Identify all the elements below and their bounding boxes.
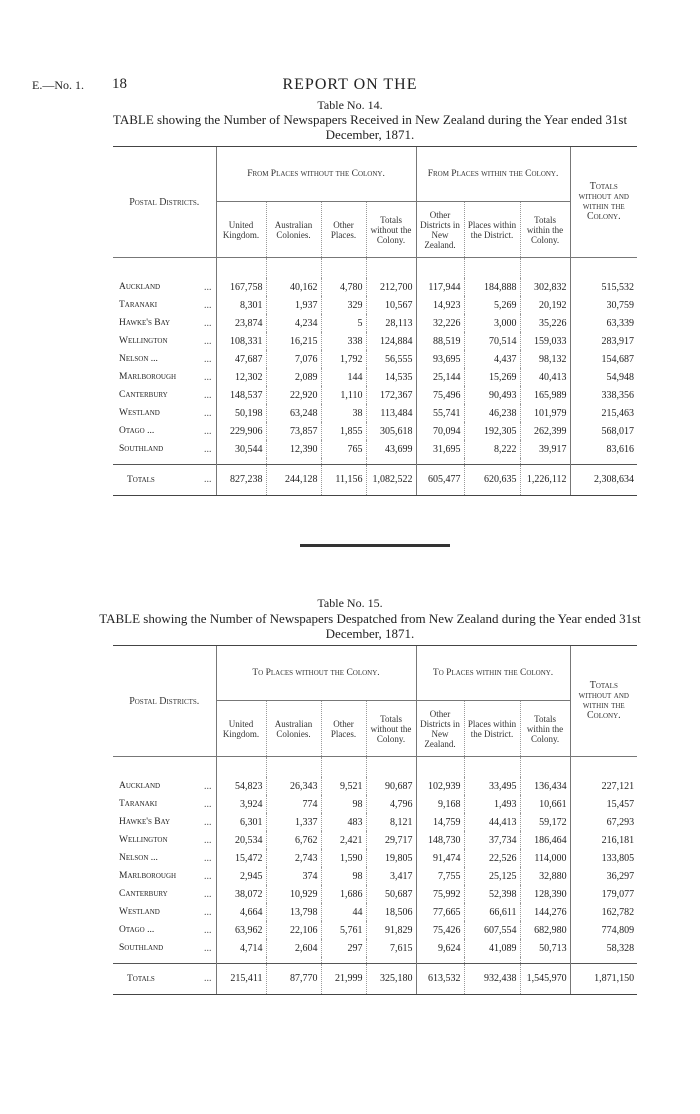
cell-value: 167,758 xyxy=(216,278,266,296)
leader-dots: ... xyxy=(196,963,216,994)
cell-value: 114,000 xyxy=(520,849,570,867)
district-name: Hawke's Bay xyxy=(119,817,171,827)
table-row xyxy=(113,350,637,368)
leader-dots: ... xyxy=(204,870,212,882)
cell-value: 98 xyxy=(321,867,366,885)
cell-value: 52,398 xyxy=(464,885,520,903)
cell-value: 159,033 xyxy=(520,332,570,350)
section-divider xyxy=(300,544,450,547)
col-australian-colonies: Australian Colonies. xyxy=(266,202,321,258)
cell-value: 22,920 xyxy=(266,386,321,404)
postal-districts-header: Postal Districts. xyxy=(129,196,200,208)
cell-value: 136,434 xyxy=(520,777,570,795)
cell-value: 31,695 xyxy=(416,440,464,458)
cell-value: 1,545,970 xyxy=(520,963,570,994)
cell-value: 305,618 xyxy=(366,422,416,440)
district-name: Wellington xyxy=(119,336,168,346)
cell-value: 8,222 xyxy=(464,440,520,458)
cell-value: 1,937 xyxy=(266,296,321,314)
leader-dots: ... xyxy=(204,281,212,293)
district-name: Hawke's Bay xyxy=(119,318,171,328)
table-row xyxy=(113,903,637,921)
col-united-kingdom: United Kingdom. xyxy=(216,202,266,258)
leader-dots: ... xyxy=(204,353,212,365)
leader-dots: ... xyxy=(204,371,212,383)
cell-value: 18,506 xyxy=(366,903,416,921)
cell-value: 154,687 xyxy=(570,350,637,368)
table-row xyxy=(113,813,637,831)
cell-value: 25,125 xyxy=(464,867,520,885)
cell-value: 605,477 xyxy=(416,464,464,495)
cell-value: 229,906 xyxy=(216,422,266,440)
district-name: Southland xyxy=(119,444,164,454)
cell-value: 165,989 xyxy=(520,386,570,404)
table-row xyxy=(113,885,637,903)
district-name: Nelson ... xyxy=(119,354,158,364)
table-row xyxy=(113,795,637,813)
cell-value: 14,923 xyxy=(416,296,464,314)
cell-value: 827,238 xyxy=(216,464,266,495)
cell-value: 215,463 xyxy=(570,404,637,422)
cell-value: 54,823 xyxy=(216,777,266,795)
cell-value: 4,796 xyxy=(366,795,416,813)
cell-value: 4,234 xyxy=(266,314,321,332)
col-united-kingdom: United Kingdom. xyxy=(216,701,266,757)
district-name: Auckland xyxy=(119,781,161,791)
cell-value: 2,945 xyxy=(216,867,266,885)
cell-value: 19,805 xyxy=(366,849,416,867)
cell-value: 3,417 xyxy=(366,867,416,885)
table-row xyxy=(113,422,637,440)
cell-value: 5,269 xyxy=(464,296,520,314)
cell-value: 227,121 xyxy=(570,777,637,795)
table-row xyxy=(113,777,637,795)
cell-value: 37,734 xyxy=(464,831,520,849)
cell-value: 682,980 xyxy=(520,921,570,939)
leader-dots: ... xyxy=(204,317,212,329)
cell-value: 325,180 xyxy=(366,963,416,994)
cell-value: 5 xyxy=(321,314,366,332)
cell-value: 1,110 xyxy=(321,386,366,404)
table-row xyxy=(113,831,637,849)
leader-dots: ... xyxy=(204,888,212,900)
cell-value: 4,437 xyxy=(464,350,520,368)
table-row xyxy=(113,296,637,314)
group-within-header: From Places within the Colony. xyxy=(416,147,570,202)
table-row xyxy=(113,386,637,404)
col-totals-without: Totals without the Colony. xyxy=(366,202,416,258)
cell-value: 6,762 xyxy=(266,831,321,849)
cell-value: 1,855 xyxy=(321,422,366,440)
col-other-districts: Other Districts in New Zealand. xyxy=(416,202,464,258)
cell-value: 91,829 xyxy=(366,921,416,939)
col-places-within: Places within the District. xyxy=(464,701,520,757)
cell-value: 75,496 xyxy=(416,386,464,404)
cell-value: 83,616 xyxy=(570,440,637,458)
cell-value: 1,226,112 xyxy=(520,464,570,495)
leader-dots: ... xyxy=(204,942,212,954)
cell-value: 7,615 xyxy=(366,939,416,957)
cell-value: 15,472 xyxy=(216,849,266,867)
cell-value: 262,399 xyxy=(520,422,570,440)
cell-value: 77,665 xyxy=(416,903,464,921)
cell-value: 75,992 xyxy=(416,885,464,903)
group-without-header: From Places without the Colony. xyxy=(216,147,416,202)
cell-value: 620,635 xyxy=(464,464,520,495)
district-name: Otago ... xyxy=(119,426,155,436)
cell-value: 63,339 xyxy=(570,314,637,332)
cell-value: 9,521 xyxy=(321,777,366,795)
cell-value: 98 xyxy=(321,795,366,813)
cell-value: 36,297 xyxy=(570,867,637,885)
leader-dots: ... xyxy=(204,299,212,311)
cell-value: 338 xyxy=(321,332,366,350)
district-name: Canterbury xyxy=(119,390,168,400)
table-15-body xyxy=(113,757,637,994)
cell-value: 1,337 xyxy=(266,813,321,831)
cell-value: 40,162 xyxy=(266,278,321,296)
district-name: Auckland xyxy=(119,282,161,292)
cell-value: 44,413 xyxy=(464,813,520,831)
leader-dots: ... xyxy=(204,852,212,864)
group-without-header: To Places without the Colony. xyxy=(216,646,416,701)
totals-label: Totals xyxy=(113,963,196,994)
table-row xyxy=(113,278,637,296)
table-15 xyxy=(113,645,637,995)
leader-dots: ... xyxy=(204,798,212,810)
cell-value: 774 xyxy=(266,795,321,813)
cell-value: 35,226 xyxy=(520,314,570,332)
postal-districts-header: Postal Districts. xyxy=(129,695,200,707)
cell-value: 113,484 xyxy=(366,404,416,422)
cell-value: 30,759 xyxy=(570,296,637,314)
cell-value: 50,198 xyxy=(216,404,266,422)
district-name: Southland xyxy=(119,943,164,953)
leader-dots: ... xyxy=(204,924,212,936)
district-name: Marlborough xyxy=(119,871,177,881)
cell-value: 4,664 xyxy=(216,903,266,921)
cell-value: 63,962 xyxy=(216,921,266,939)
cell-value: 124,884 xyxy=(366,332,416,350)
cell-value: 22,526 xyxy=(464,849,520,867)
cell-value: 41,089 xyxy=(464,939,520,957)
table-row xyxy=(113,332,637,350)
table-row xyxy=(113,939,637,957)
cell-value: 14,535 xyxy=(366,368,416,386)
col-other-places: Other Places. xyxy=(321,202,366,258)
cell-value: 56,555 xyxy=(366,350,416,368)
cell-value: 10,661 xyxy=(520,795,570,813)
cell-value: 98,132 xyxy=(520,350,570,368)
cell-value: 46,238 xyxy=(464,404,520,422)
cell-value: 774,809 xyxy=(570,921,637,939)
cell-value: 15,269 xyxy=(464,368,520,386)
cell-value: 9,624 xyxy=(416,939,464,957)
cell-value: 47,687 xyxy=(216,350,266,368)
cell-value: 283,917 xyxy=(570,332,637,350)
cell-value: 43,699 xyxy=(366,440,416,458)
page-number: 18 xyxy=(112,76,127,92)
district-name: Canterbury xyxy=(119,889,168,899)
cell-value: 192,305 xyxy=(464,422,520,440)
cell-value: 10,929 xyxy=(266,885,321,903)
district-name: Taranaki xyxy=(119,300,158,310)
col-totals-without: Totals without the Colony. xyxy=(366,701,416,757)
cell-value: 148,730 xyxy=(416,831,464,849)
cell-value: 2,604 xyxy=(266,939,321,957)
cell-value: 75,426 xyxy=(416,921,464,939)
cell-value: 12,390 xyxy=(266,440,321,458)
cell-value: 33,495 xyxy=(464,777,520,795)
cell-value: 108,331 xyxy=(216,332,266,350)
cell-value: 302,832 xyxy=(520,278,570,296)
cell-value: 2,743 xyxy=(266,849,321,867)
cell-value: 3,000 xyxy=(464,314,520,332)
grand-total-header: Totals without and within the Colony. xyxy=(570,646,637,757)
cell-value: 148,537 xyxy=(216,386,266,404)
cell-value: 2,089 xyxy=(266,368,321,386)
cell-value: 1,493 xyxy=(464,795,520,813)
district-name: Marlborough xyxy=(119,372,177,382)
cell-value: 11,156 xyxy=(321,464,366,495)
cell-value: 1,686 xyxy=(321,885,366,903)
cell-value: 26,343 xyxy=(266,777,321,795)
col-other-places: Other Places. xyxy=(321,701,366,757)
table-14-number: Table No. 14. xyxy=(317,98,383,112)
cell-value: 28,113 xyxy=(366,314,416,332)
cell-value: 14,759 xyxy=(416,813,464,831)
document-reference: E.—No. 1. xyxy=(32,78,84,92)
cell-value: 90,493 xyxy=(464,386,520,404)
cell-value: 93,695 xyxy=(416,350,464,368)
cell-value: 20,534 xyxy=(216,831,266,849)
cell-value: 39,917 xyxy=(520,440,570,458)
totals-row xyxy=(113,963,637,994)
cell-value: 44 xyxy=(321,903,366,921)
col-totals-within: Totals within the Colony. xyxy=(520,202,570,258)
cell-value: 172,367 xyxy=(366,386,416,404)
cell-value: 29,717 xyxy=(366,831,416,849)
page-title: REPORT ON THE xyxy=(282,76,418,93)
cell-value: 58,328 xyxy=(570,939,637,957)
cell-value: 70,094 xyxy=(416,422,464,440)
cell-value: 7,755 xyxy=(416,867,464,885)
cell-value: 15,457 xyxy=(570,795,637,813)
cell-value: 568,017 xyxy=(570,422,637,440)
cell-value: 329 xyxy=(321,296,366,314)
cell-value: 13,798 xyxy=(266,903,321,921)
cell-value: 117,944 xyxy=(416,278,464,296)
cell-value: 1,792 xyxy=(321,350,366,368)
table-row xyxy=(113,849,637,867)
cell-value: 144,276 xyxy=(520,903,570,921)
cell-value: 73,857 xyxy=(266,422,321,440)
cell-value: 2,308,634 xyxy=(570,464,637,495)
cell-value: 21,999 xyxy=(321,963,366,994)
table-row xyxy=(113,867,637,885)
cell-value: 67,293 xyxy=(570,813,637,831)
cell-value: 55,741 xyxy=(416,404,464,422)
leader-dots: ... xyxy=(204,425,212,437)
cell-value: 3,924 xyxy=(216,795,266,813)
district-name: Taranaki xyxy=(119,799,158,809)
cell-value: 613,532 xyxy=(416,963,464,994)
cell-value: 5,761 xyxy=(321,921,366,939)
cell-value: 765 xyxy=(321,440,366,458)
cell-value: 144 xyxy=(321,368,366,386)
cell-value: 70,514 xyxy=(464,332,520,350)
group-within-header: To Places within the Colony. xyxy=(416,646,570,701)
cell-value: 133,805 xyxy=(570,849,637,867)
table-row xyxy=(113,921,637,939)
table-row xyxy=(113,440,637,458)
cell-value: 22,106 xyxy=(266,921,321,939)
cell-value: 244,128 xyxy=(266,464,321,495)
cell-value: 20,192 xyxy=(520,296,570,314)
cell-value: 374 xyxy=(266,867,321,885)
cell-value: 90,687 xyxy=(366,777,416,795)
cell-value: 179,077 xyxy=(570,885,637,903)
cell-value: 2,421 xyxy=(321,831,366,849)
cell-value: 50,713 xyxy=(520,939,570,957)
cell-value: 338,356 xyxy=(570,386,637,404)
table-row xyxy=(113,404,637,422)
cell-value: 1,082,522 xyxy=(366,464,416,495)
cell-value: 91,474 xyxy=(416,849,464,867)
cell-value: 40,413 xyxy=(520,368,570,386)
cell-value: 63,248 xyxy=(266,404,321,422)
table-15-caption: TABLE showing the Number of Newspapers Despatched from New Zealand during the Year ended 31st December, 1871. xyxy=(99,611,641,641)
col-australian-colonies: Australian Colonies. xyxy=(266,701,321,757)
cell-value: 10,567 xyxy=(366,296,416,314)
cell-value: 88,519 xyxy=(416,332,464,350)
cell-value: 38 xyxy=(321,404,366,422)
cell-value: 1,871,150 xyxy=(570,963,637,994)
cell-value: 32,226 xyxy=(416,314,464,332)
table-row xyxy=(113,314,637,332)
cell-value: 215,411 xyxy=(216,963,266,994)
leader-dots: ... xyxy=(204,407,212,419)
cell-value: 12,302 xyxy=(216,368,266,386)
cell-value: 483 xyxy=(321,813,366,831)
leader-dots: ... xyxy=(204,389,212,401)
cell-value: 297 xyxy=(321,939,366,957)
cell-value: 16,215 xyxy=(266,332,321,350)
totals-label: Totals xyxy=(113,464,196,495)
table-row xyxy=(113,368,637,386)
cell-value: 7,076 xyxy=(266,350,321,368)
cell-value: 184,888 xyxy=(464,278,520,296)
cell-value: 102,939 xyxy=(416,777,464,795)
cell-value: 8,121 xyxy=(366,813,416,831)
cell-value: 30,544 xyxy=(216,440,266,458)
cell-value: 23,874 xyxy=(216,314,266,332)
totals-row xyxy=(113,464,637,495)
leader-dots: ... xyxy=(204,834,212,846)
cell-value: 162,782 xyxy=(570,903,637,921)
cell-value: 25,144 xyxy=(416,368,464,386)
leader-dots: ... xyxy=(204,335,212,347)
district-name: Wellington xyxy=(119,835,168,845)
district-name: Westland xyxy=(119,408,160,418)
district-name: Otago ... xyxy=(119,925,155,935)
cell-value: 8,301 xyxy=(216,296,266,314)
cell-value: 216,181 xyxy=(570,831,637,849)
cell-value: 59,172 xyxy=(520,813,570,831)
page-header xyxy=(0,76,700,96)
cell-value: 4,714 xyxy=(216,939,266,957)
table-14-caption: TABLE showing the Number of Newspapers Received in New Zealand during the Year ended 31st December, 1871. xyxy=(112,112,628,142)
cell-value: 128,390 xyxy=(520,885,570,903)
cell-value: 9,168 xyxy=(416,795,464,813)
leader-dots: ... xyxy=(204,780,212,792)
cell-value: 50,687 xyxy=(366,885,416,903)
leader-dots: ... xyxy=(204,816,212,828)
cell-value: 38,072 xyxy=(216,885,266,903)
cell-value: 4,780 xyxy=(321,278,366,296)
table-15-number: Table No. 15. xyxy=(317,596,383,610)
cell-value: 186,464 xyxy=(520,831,570,849)
leader-dots: ... xyxy=(196,464,216,495)
cell-value: 54,948 xyxy=(570,368,637,386)
cell-value: 932,438 xyxy=(464,963,520,994)
cell-value: 87,770 xyxy=(266,963,321,994)
district-name: Westland xyxy=(119,907,160,917)
table-14-body xyxy=(113,258,637,495)
cell-value: 32,880 xyxy=(520,867,570,885)
cell-value: 515,532 xyxy=(570,278,637,296)
cell-value: 607,554 xyxy=(464,921,520,939)
district-name: Nelson ... xyxy=(119,853,158,863)
cell-value: 66,611 xyxy=(464,903,520,921)
cell-value: 212,700 xyxy=(366,278,416,296)
col-places-within: Places within the District. xyxy=(464,202,520,258)
leader-dots: ... xyxy=(204,906,212,918)
col-totals-within: Totals within the Colony. xyxy=(520,701,570,757)
table-14 xyxy=(113,146,637,496)
col-other-districts: Other Districts in New Zealand. xyxy=(416,701,464,757)
cell-value: 6,301 xyxy=(216,813,266,831)
cell-value: 101,979 xyxy=(520,404,570,422)
leader-dots: ... xyxy=(204,443,212,455)
grand-total-header: Totals without and within the Colony. xyxy=(570,147,637,258)
cell-value: 1,590 xyxy=(321,849,366,867)
